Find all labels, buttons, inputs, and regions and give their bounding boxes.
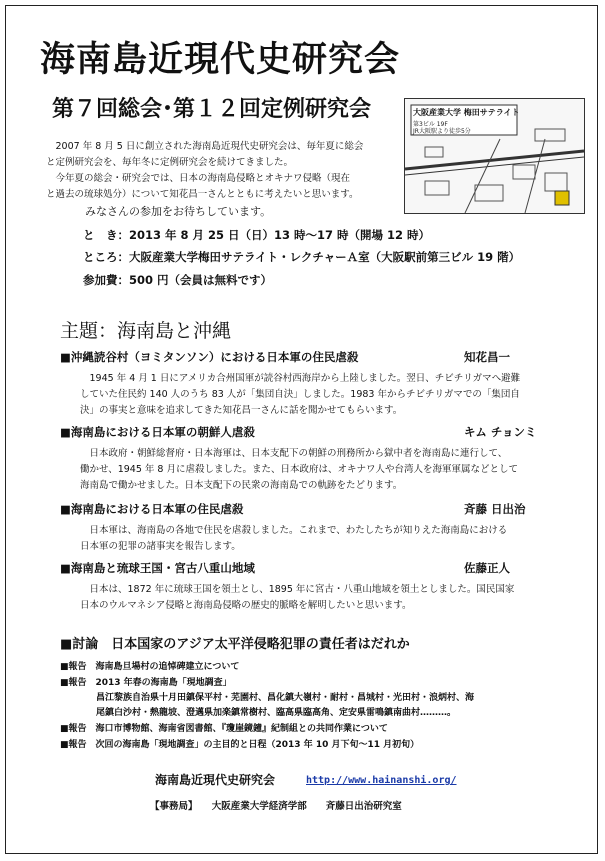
section-1-body-1: 1945 年 4 月 1 日にアメリカ合州国軍が読谷村西海岸から上陸しました。翌日、チビチリガマへ避難: [80, 373, 521, 384]
section-3-body-2: 日本軍の犯罪の諸事実を報告します。: [80, 541, 241, 552]
section-4-heading: ■海南島と琉球王国・宮古八重山地域: [60, 561, 255, 575]
map-label: 大阪産業大学 梅田サテライト: [413, 108, 520, 117]
section-3-speaker: 斉藤 日出治: [464, 502, 526, 516]
report-2: ■報告 2013 年春の海南島「現地調査」: [60, 678, 232, 688]
invite-text: みなさんの参加をお待ちしています。: [85, 205, 272, 218]
report-2-detail-1: 昌江黎族自治県十月田鎮保平村・芜園村、昌化鎮大嶺村・耐村・昌城村・光田村・浪炳村、海: [60, 693, 475, 703]
section-2-heading: ■海南島における日本軍の朝鮮人虐殺: [60, 425, 255, 439]
section-4-body-1: 日本は、1872 年に琉球王国を領土とし、1895 年に宮古・八重山地域を領土としました。国民国家: [80, 584, 515, 595]
event-venue: ところ：大阪産業大学梅田サテライト・レクチャーＡ室（大阪駅前第三ビル 19 階）: [83, 250, 521, 264]
section-4-speaker: 佐藤正人: [464, 561, 510, 575]
intro-line-4: と過去の琉球処分）について知花昌一さんとともに考えたいと思います。: [46, 189, 359, 200]
section-1-speaker: 知花昌一: [464, 350, 510, 364]
venue-map: [404, 98, 585, 214]
section-3-heading: ■海南島における日本軍の住民虐殺: [60, 502, 244, 516]
section-2-body-3: 海南島で働かせました。日本支配下の民衆の海南島での軌跡をたどります。: [80, 480, 403, 491]
section-2-body-2: 働かせ、1945 年 8 月に虐殺しました。また、日本政府は、オキナワ人や台湾人を海軍軍属などとして: [80, 464, 518, 475]
page-subtitle: 第７回総会･第１２回定例研究会: [52, 97, 372, 122]
section-1-body-2: していた住民約 140 人のうち 83 人が「集団自決」しました。1983 年からチビチリガマでの「集団自: [80, 389, 520, 400]
theme-heading: 主題：海南島と沖縄: [60, 320, 232, 342]
event-fee: 参加費：500 円（会員は無料です）: [83, 273, 273, 287]
footer-org: 海南島近現代史研究会: [155, 773, 276, 787]
section-2-body-1: 日本政府・朝鮮総督府・日本海軍は、日本支配下の朝鮮の刑務所から獄中者を海南島に連行して、: [80, 448, 508, 459]
report-3: ■報告 海口市博物館、海南省図書館、『瓊崖鏡鐘』紀制組との共同作業について: [60, 724, 388, 734]
section-2-speaker: キム チョンミ: [464, 425, 537, 439]
report-2-detail-2: 尾鎮白沙村・熱龍坡、澄邁県加楽鎮常樹村、臨高県臨高角、定安県雷鳴鎮南曲村………。: [60, 708, 457, 718]
report-4: ■報告 次回の海南島「現地調査」の主目的と日程（2013 年 10 月下旬～11 月初旬）: [60, 740, 420, 750]
section-4-body-2: 日本のウルマネシア侵略と海南島侵略の歴史的脈略を解明したいと思います。: [80, 600, 412, 611]
map-note-1: 第3ビル 19F: [413, 121, 448, 128]
map-note-2: JR大阪駅より徒歩5分: [413, 128, 471, 135]
footer-url-link[interactable]: http://www.hainanshi.org/: [306, 775, 457, 786]
section-1-body-3: 決」の事実と意味を追求してきた知花昌一さんに話を聞かせてもらいます。: [80, 405, 403, 416]
discussion-heading: ■討論 日本国家のアジア太平洋侵略犯罪の責任者はだれか: [60, 637, 410, 652]
page-title: 海南島近現代史研究会: [40, 40, 401, 80]
footer-url-wrap: [306, 772, 457, 786]
intro-line-3: 今年夏の総会・研究会では、日本の海南島侵略とオキナワ侵略（現在: [46, 173, 351, 184]
intro-line-2: と定例研究会を、毎年冬に定例研究会を続けてきました。: [46, 157, 294, 168]
intro-line-1: 2007 年 8 月 5 日に創立された海南島近現代史研究会は、毎年夏に総会: [46, 141, 364, 152]
footer-office: 【事務局】 大阪産業大学経済学部 斉藤日出治研究室: [150, 801, 402, 812]
section-3-body-1: 日本軍は、海南島の各地で住民を虐殺しました。これまで、わたしたちが知りえた海南島における: [80, 525, 508, 536]
event-date: と き：2013 年 8 月 25 日（日）13 時～17 時（開場 12 時）: [83, 228, 431, 242]
section-1-heading: ■沖縄読谷村（ヨミタンソン）における日本軍の住民虐殺: [60, 350, 359, 364]
report-1: ■報告 海南島旦場村の追悼碑建立について: [60, 662, 240, 672]
